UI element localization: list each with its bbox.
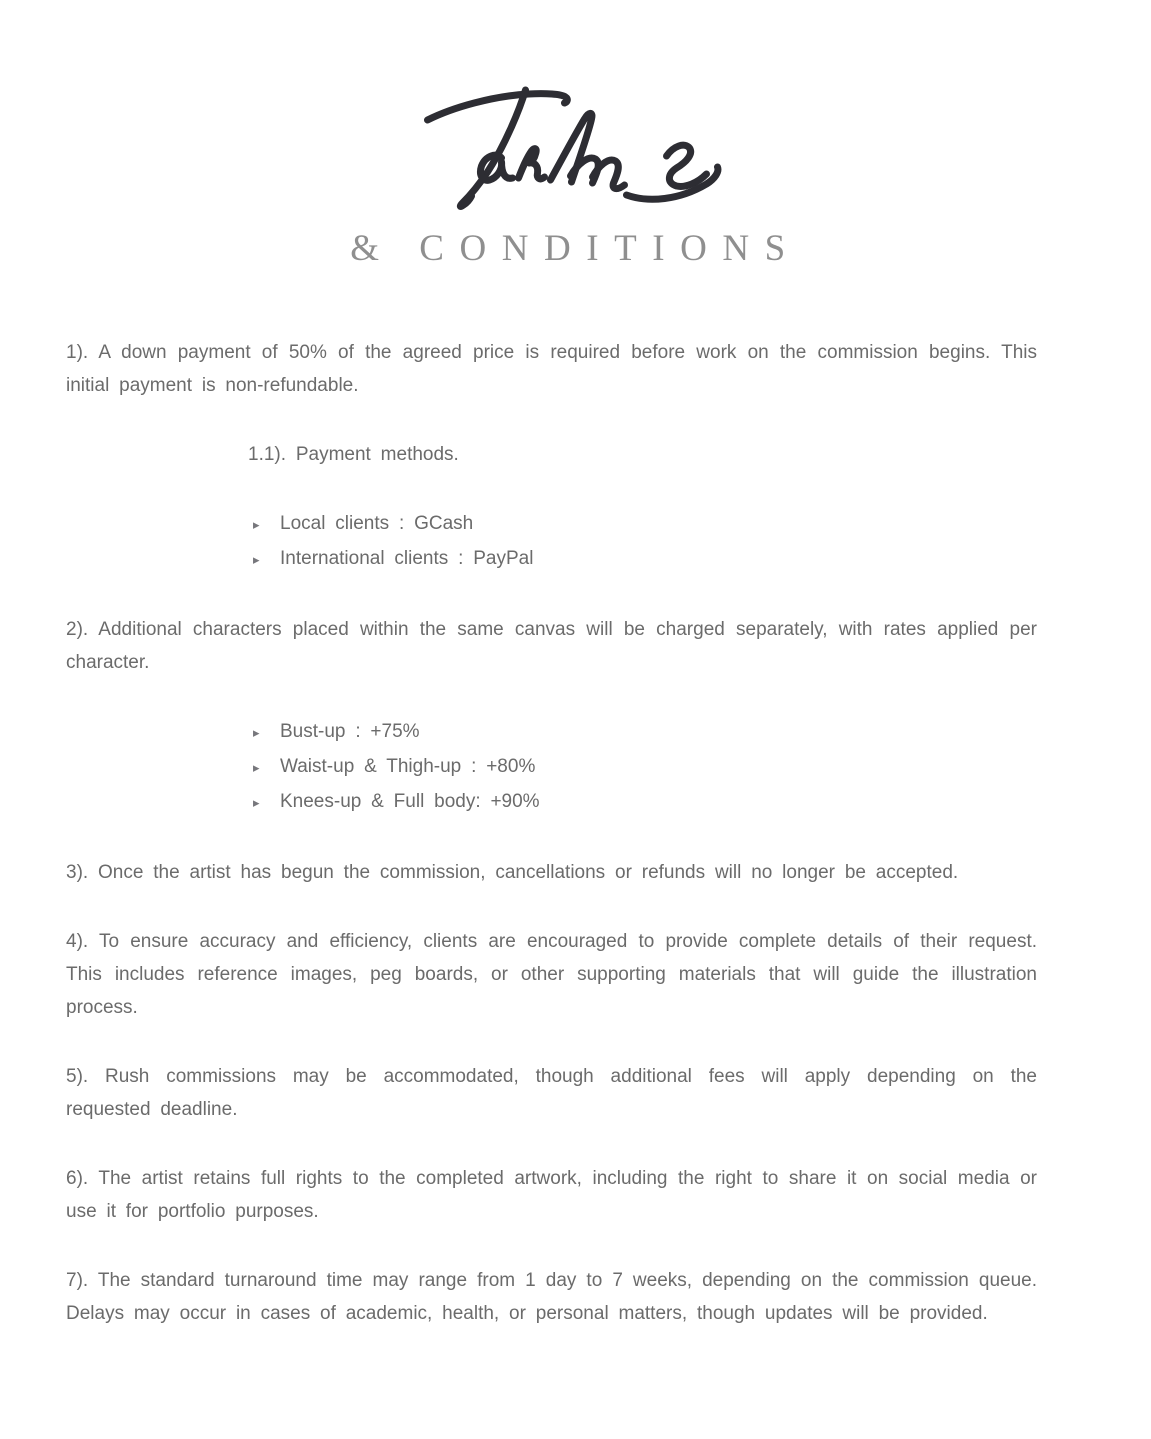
paragraph-6-artist-rights: 6). The artist retains full rights to the completed artwork, including the right to share it on social media or use it for portfolio purposes.	[66, 1168, 1037, 1222]
list-item	[253, 507, 1037, 542]
list-item	[253, 785, 1037, 820]
terms-script-title	[422, 84, 730, 214]
paragraph-3-cancellations: 3). Once the artist has begun the commission, cancellations or refunds will no longer be accepted.	[66, 862, 959, 883]
character-rates-list	[253, 715, 1037, 820]
bullet-text: International clients : PayPal	[280, 548, 534, 569]
bullet-arrow-icon: ▸	[253, 517, 260, 532]
bullet-text: Knees-up & Full body: +90%	[280, 791, 540, 812]
paragraph-5-rush-commissions: 5). Rush commissions may be accommodated, though additional fees will apply depending on the requested deadline.	[66, 1066, 1037, 1120]
list-item	[253, 750, 1037, 785]
title-stroke-s	[666, 145, 706, 186]
paragraph-2-additional-characters: 2). Additional characters placed within the same canvas will be charged separately, with rates applied per character.	[66, 619, 1037, 673]
bullet-arrow-icon: ▸	[253, 795, 260, 810]
bullet-arrow-icon: ▸	[253, 725, 260, 740]
bullet-arrow-icon: ▸	[253, 552, 260, 567]
payment-methods-list	[253, 507, 1037, 577]
bullet-text: Waist-up & Thigh-up : +80%	[280, 756, 536, 777]
document-header	[0, 0, 1151, 270]
title-stroke-t-crossbar	[427, 94, 567, 120]
sub-heading-payment-methods: 1.1). Payment methods.	[248, 444, 459, 465]
subtitle-conditions: & CONDITIONS	[350, 228, 801, 269]
list-item	[253, 542, 1037, 577]
document-body	[0, 336, 1151, 1330]
paragraph-7-turnaround-time: 7). The standard turnaround time may range from 1 day to 7 weeks, depending on the commission queue. Delays may occur in cases of academic, health, or personal matters, though updates will be provided.	[66, 1270, 1037, 1324]
title-stroke-r	[518, 149, 544, 179]
bullet-text: Local clients : GCash	[280, 513, 474, 534]
bullet-text: Bust-up : +75%	[280, 721, 420, 742]
bullet-arrow-icon: ▸	[253, 760, 260, 775]
paragraph-1-down-payment: 1). A down payment of 50% of the agreed price is required before work on the commission begins. This initial payment is non-refundable.	[66, 342, 1037, 396]
paragraph-4-accuracy-details: 4). To ensure accuracy and efficiency, clients are encouraged to provide complete details of their request. This includes reference images, peg boards, or other supporting materials that will guide the illustration process.	[66, 931, 1037, 1018]
list-item	[253, 715, 1037, 750]
